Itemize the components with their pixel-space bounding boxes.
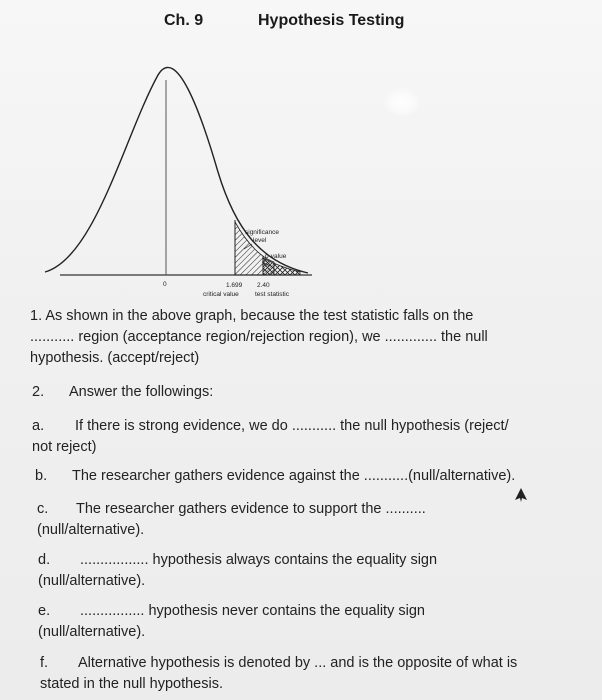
qa-line1: If there is strong evidence, we do ........... the null hypothesis (reject/ — [75, 418, 509, 434]
qe-line1: ................ hypothesis never contains the equality sign — [80, 603, 425, 619]
normal-curve-graph — [0, 0, 602, 310]
critical-value-caption: critical value — [203, 291, 239, 298]
zero-label: 0 — [163, 281, 167, 288]
qe-letter: e. — [38, 603, 51, 619]
q1-line1: 1. As shown in the above graph, because the test statistic falls on the — [30, 308, 474, 324]
qf-letter: f. — [40, 655, 49, 671]
q2-number: 2. — [32, 384, 45, 400]
qc-line2: (null/alternative). — [37, 522, 145, 538]
mouse-cursor-icon — [514, 487, 528, 503]
chapter-label: Ch. 9 — [164, 12, 204, 29]
significance-label: significance — [245, 229, 279, 236]
qd-letter: d. — [38, 552, 51, 568]
q2-text: Answer the followings: — [69, 384, 214, 400]
pvalue-region — [263, 258, 300, 275]
q1-line3: hypothesis. (accept/reject) — [30, 350, 200, 366]
qa-letter: a. — [32, 418, 45, 434]
qb-line1: The researcher gathers evidence against the ...........(null/alternative). — [72, 468, 516, 484]
qd-line1: ................. hypothesis always contains the equality sign — [80, 552, 438, 568]
qb-letter: b. — [35, 468, 48, 484]
light-glare — [384, 88, 420, 116]
test-statistic-number: 2.40 — [257, 282, 270, 289]
qc-line1: The researcher gathers evidence to support the .......... — [76, 501, 426, 517]
test-statistic-caption: test statistic — [255, 291, 289, 298]
pvalue-label: p-value — [265, 253, 287, 260]
qa-line2: not reject) — [32, 439, 97, 455]
qd-line2: (null/alternative). — [38, 573, 146, 589]
qf-line2: stated in the null hypothesis. — [40, 676, 223, 692]
q1-line2: ........... region (acceptance region/rejection region), we ............. the null — [30, 329, 488, 345]
bell-curve — [45, 67, 308, 273]
qc-letter: c. — [37, 501, 49, 517]
qf-line1: Alternative hypothesis is denoted by ... and is the opposite of what is — [78, 655, 518, 671]
page-title: Hypothesis Testing — [258, 12, 405, 29]
critical-value-number: 1.699 — [226, 282, 243, 289]
qe-line2: (null/alternative). — [38, 624, 146, 640]
level-label: level — [253, 237, 267, 244]
